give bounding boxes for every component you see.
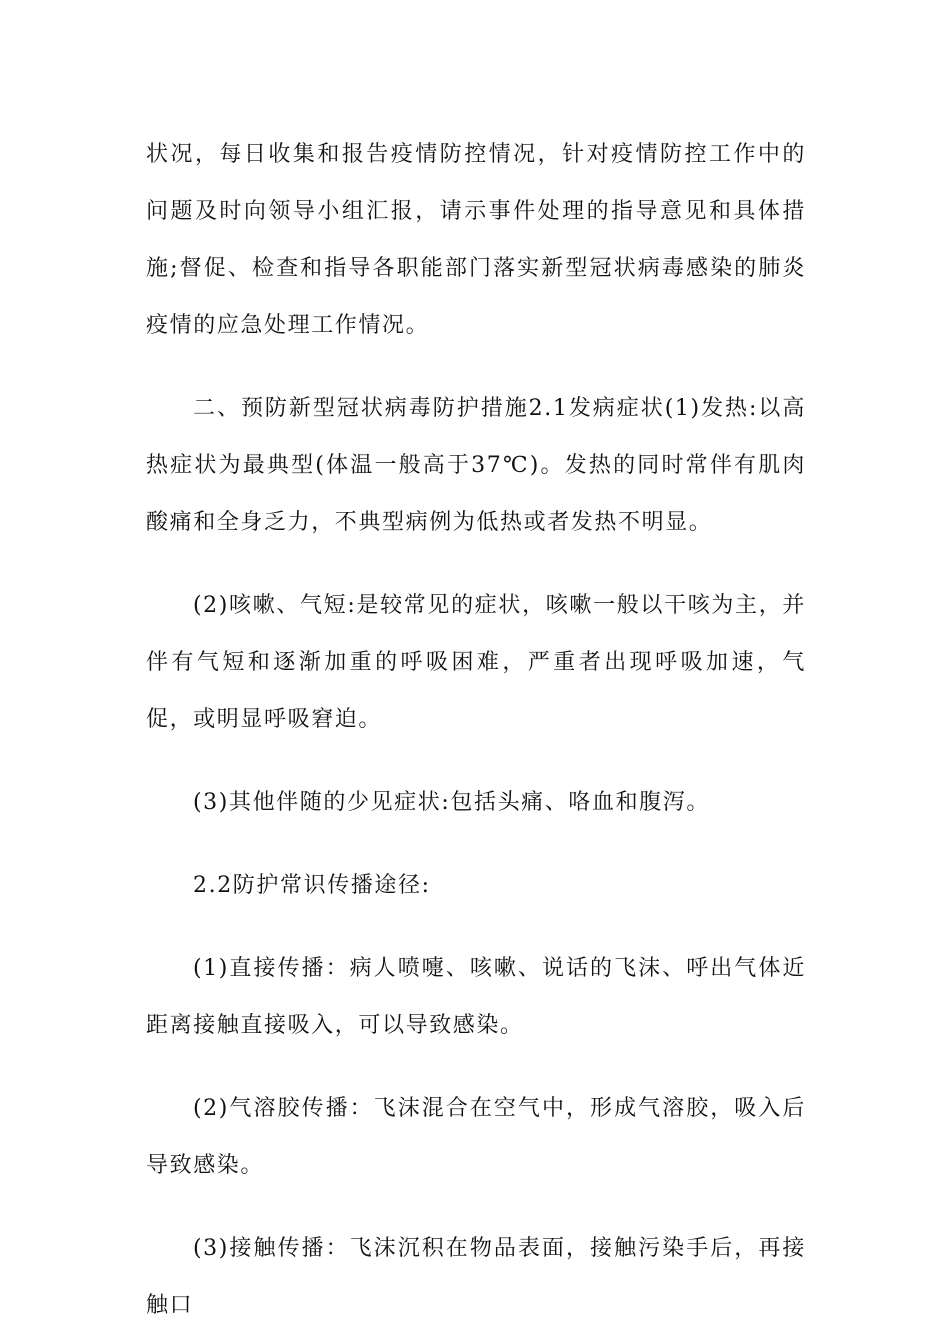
paragraph-contact-transmission: (3)接触传播：飞沫沉积在物品表面，接触污染手后，再接触口 xyxy=(146,1236,806,1318)
paragraph-continuation: 状况，每日收集和报告疫情防控情况，针对疫情防控工作中的问题及时向领导小组汇报，请示事件处理的指导意见和具体措施;督促、检查和指导各职能部门落实新型冠状病毒感染的肺炎疫情的应急处理工作情况。 xyxy=(146,142,806,338)
paragraph-other-symptoms: (3)其他伴随的少见症状:包括头痛、咯血和腹泻。 xyxy=(193,790,710,815)
paragraph-transmission-heading: 2.2防护常识传播途径: xyxy=(193,873,431,898)
paragraph-direct-transmission: (1)直接传播：病人喷嚏、咳嗽、说话的飞沫、呼出气体近距离接触直接吸入，可以导致感染。 xyxy=(146,956,806,1038)
paragraph-prevention-measures: 二、预防新型冠状病毒防护措施2.1发病症状(1)发热:以高热症状为最典型(体温一般高于37℃)。发热的同时常伴有肌肉酸痛和全身乏力，不典型病例为低热或者发热不明显。 xyxy=(146,396,806,535)
paragraph-aerosol-transmission: (2)气溶胶传播：飞沫混合在空气中，形成气溶胶，吸入后导致感染。 xyxy=(146,1096,806,1178)
paragraph-cough-symptom: (2)咳嗽、气短:是较常见的症状，咳嗽一般以干咳为主，并伴有气短和逐渐加重的呼吸困难，严重者出现呼吸加速，气促，或明显呼吸窘迫。 xyxy=(146,593,806,732)
document-body xyxy=(146,126,806,1334)
